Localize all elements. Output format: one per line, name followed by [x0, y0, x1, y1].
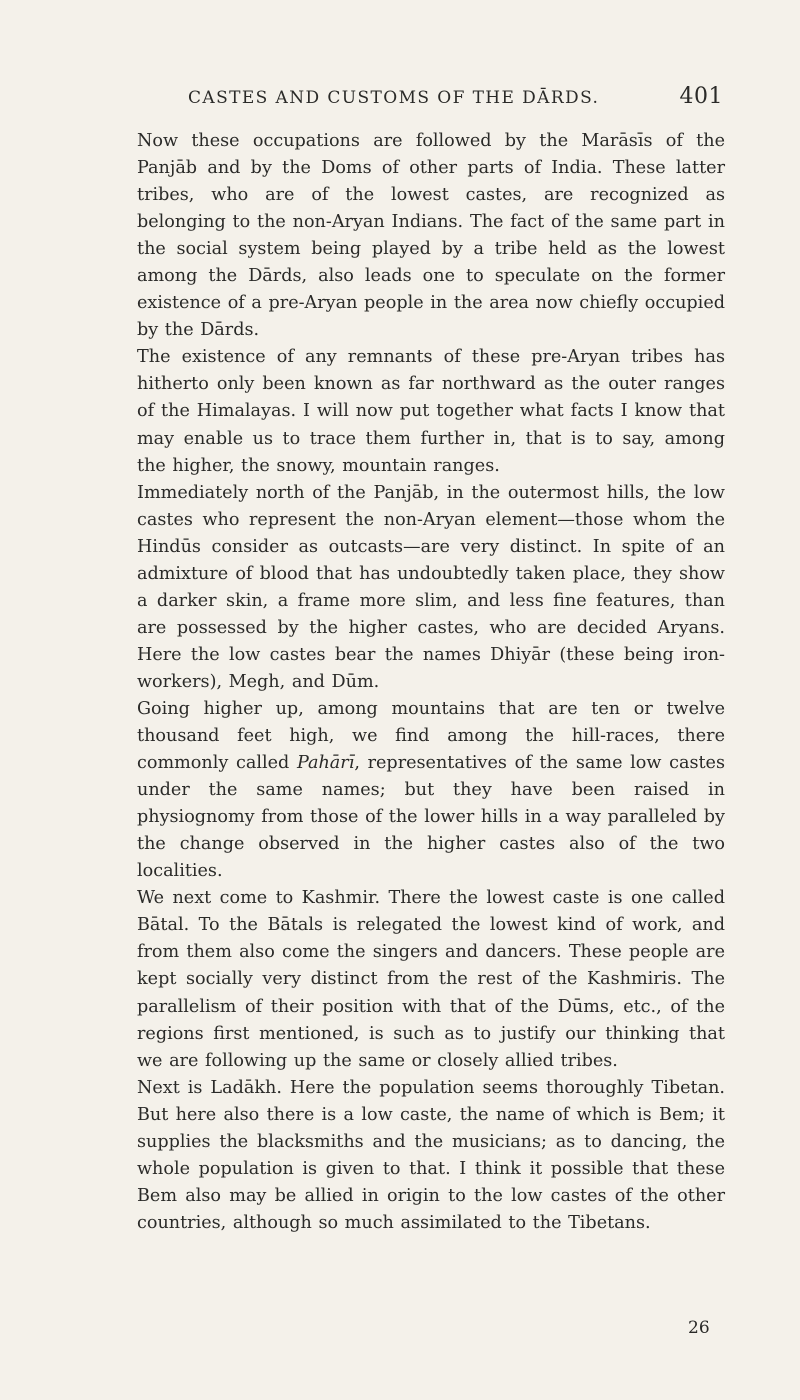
paragraph-1: Now these occupations are followed by the Marāsīs of the Panjāb and by the Doms of other parts of India. These latter tribes, who are of the lowest castes, are recognized as belonging to the non-Aryan Indians. The fact of the same part in the social system being played by a tribe held as the lowest among the Dārds, also leads one to speculate on the former existence of a pre-Aryan people in the area now chiefly occupied by the Dārds.: [137, 131, 725, 341]
paragraph-6: Next is Ladākh. Here the population seems thoroughly Tibetan. But here also there is a low caste, the name of which is Bem; it supplies the blacksmiths and the musicians; as to dancing, the whole population is given to that. I think it possible that these Bem also may be allied in origin to the low castes of the other countries, although so much assimilated to the Tibetans.: [137, 1077, 725, 1233]
signature-mark: 26: [688, 1318, 710, 1338]
page-number: 401: [679, 84, 723, 109]
pahari-term: Pahārī: [296, 753, 355, 774]
running-title: CASTES AND CUSTOMS OF THE DĀRDS.: [188, 88, 600, 108]
body-text: [137, 128, 725, 1237]
paragraph-5: We next come to Kashmir. There the lowest caste is one called Bātal. To the Bātals is relegated the lowest kind of work, and from them also come the singers and dancers. These people are kept socially very distinct from the rest of the Kashmiris. The parallelism of their position with that of the Dūms, etc., of the regions first mentioned, is such as to justify our thinking that we are following up the same or closely allied tribes.: [137, 888, 725, 1071]
paragraph-3: Immediately north of the Panjāb, in the outermost hills, the low castes who represent the non-Aryan element—those whom the Hindūs consider as outcasts—are very distinct. In spite of an admixture of blood that has undoubtedly taken place, they show a darker skin, a frame more slim, and less fine features, than are possessed by the higher castes, who are decided Aryans. Here the low castes bear the names Dhiyār (these being iron-workers), Megh, and Dūm.: [137, 482, 725, 692]
paragraph-4-rest: , representatives of the same low castes under the same names; but they have been raised in physiognomy from those of the lower hills in a way paralleled by the change observed in the higher castes also of the two localities.: [137, 753, 726, 882]
paragraph-4-lead: Going higher up, among mountains that are ten or twelve thousand feet high, we find among the hill-races, there commonly called: [137, 698, 725, 774]
running-head: [138, 84, 738, 118]
paragraph-4: [137, 696, 725, 885]
paragraph-2: The existence of any remnants of these pre-Aryan tribes has hitherto only been known as far northward as the outer ranges of the Himalayas. I will now put together what facts I know that may enable us to trace them further in, that is to say, among the higher, the snowy, mountain ranges.: [137, 347, 725, 476]
